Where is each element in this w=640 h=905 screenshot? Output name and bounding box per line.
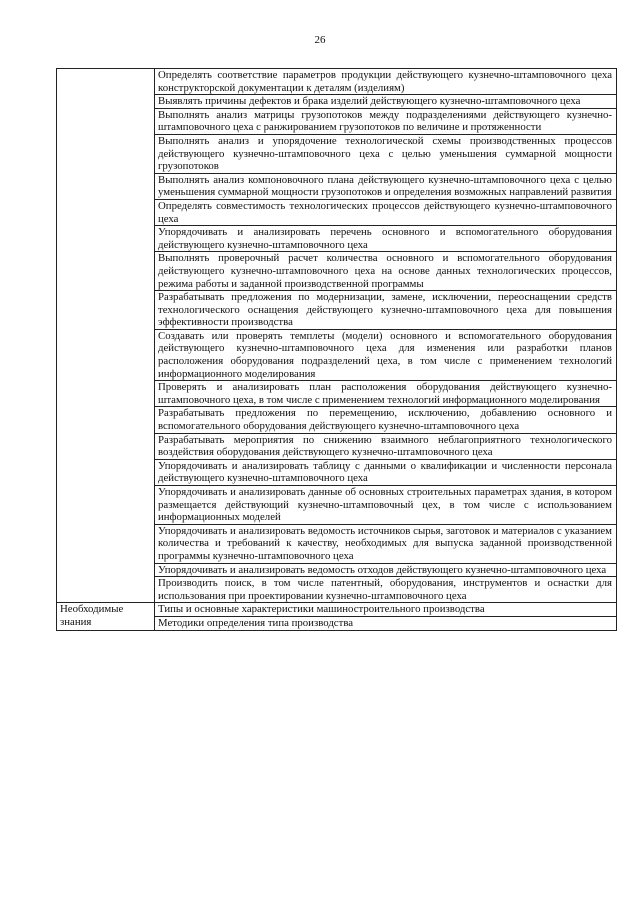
table-row (57, 603, 617, 617)
skill-item: Разрабатывать предложения по модернизации, замене, исключении, переоснащении средств технологического оснащения действующего кузнечно-штамповочного цеха для повышения эффективности производства (155, 291, 617, 330)
skill-item: Разрабатывать предложения по перемещению, исключению, добавлению основного и вспомогательного оборудования действующего кузнечно-штамповочного цеха (155, 407, 617, 433)
skill-item: Выполнять анализ компоновочного плана действующего кузнечно-штамповочного цеха с целью уменьшения суммарной мощности грузопотоков и определения возможных направлений развития (155, 173, 617, 199)
knowledge-item: Типы и основные характеристики машиностроительного производства (155, 603, 617, 617)
skill-item: Выявлять причины дефектов и брака изделий действующего кузнечно-штамповочного цеха (155, 95, 617, 109)
knowledge-label-line1: Необходимые (60, 603, 124, 616)
skill-item: Выполнять анализ и упорядочение технологической схемы производственных процессов действующего кузнечно-штамповочного цеха с целью уменьшения суммарной мощности грузопотоков (155, 134, 617, 173)
page-number: 26 (314, 34, 326, 46)
skill-item: Определять соответствие параметров продукции действующего кузнечно-штамповочного цеха конструкторской документации к деталям (изделиям) (155, 69, 617, 95)
skill-item: Упорядочивать и анализировать ведомость источников сырья, заготовок и материалов с указанием количества и требований к качеству, необходимых для выпуска заданной производственной программы кузнечно-штамповочного цеха (155, 524, 617, 563)
skill-item: Упорядочивать и анализировать перечень основного и вспомогательного оборудования действующего кузнечно-штамповочного цеха (155, 226, 617, 252)
skills-label-cell (57, 69, 155, 603)
skill-item: Разрабатывать мероприятия по снижению взаимного неблагоприятного технологического воздействия оборудования действующего кузнечно-штамповочного цеха (155, 433, 617, 459)
skill-item: Выполнять проверочный расчет количества основного и вспомогательного оборудования действующего кузнечно-штамповочного цеха на основе данных технологических процессов, режима работы и заданной производственной программы (155, 252, 617, 291)
knowledge-label-line2: знания (60, 615, 92, 628)
skill-item: Упорядочивать и анализировать ведомость отходов действующего кузнечно-штамповочного цеха (155, 563, 617, 577)
knowledge-label-cell (57, 603, 155, 630)
skill-item: Упорядочивать и анализировать таблицу с данными о квалификации и численности персонала действующего кузнечно-штамповочного цеха (155, 459, 617, 485)
skill-item: Упорядочивать и анализировать данные об основных строительных параметрах здания, в котором размещается действующий кузнечно-штамповочный цех, в том числе с использованием информационных моделей (155, 486, 617, 525)
table-row (57, 69, 617, 95)
skill-item: Проверять и анализировать план расположения оборудования действующего кузнечно-штамповочного цеха, в том числе с применением технологий информационного моделирования (155, 381, 617, 407)
skill-item: Определять совместимость технологических процессов действующего кузнечно-штамповочного цеха (155, 199, 617, 225)
skill-item: Выполнять анализ матрицы грузопотоков между подразделениями действующего кузнечно-штамповочного цеха с ранжированием грузопотоков по величине и протяженности (155, 108, 617, 134)
competency-table (56, 68, 617, 631)
knowledge-item: Методики определения типа производства (155, 616, 617, 630)
skill-item: Производить поиск, в том числе патентный, оборудования, инструментов и оснастки для использования при проектировании кузнечно-штамповочного цеха (155, 577, 617, 603)
skill-item: Создавать или проверять темплеты (модели) основного и вспомогательного оборудования действующего кузнечно-штамповочного цеха для изменения или разработки планов расположения оборудования подразделений цеха, в том числе с применением технологий информационного моделирования (155, 329, 617, 380)
